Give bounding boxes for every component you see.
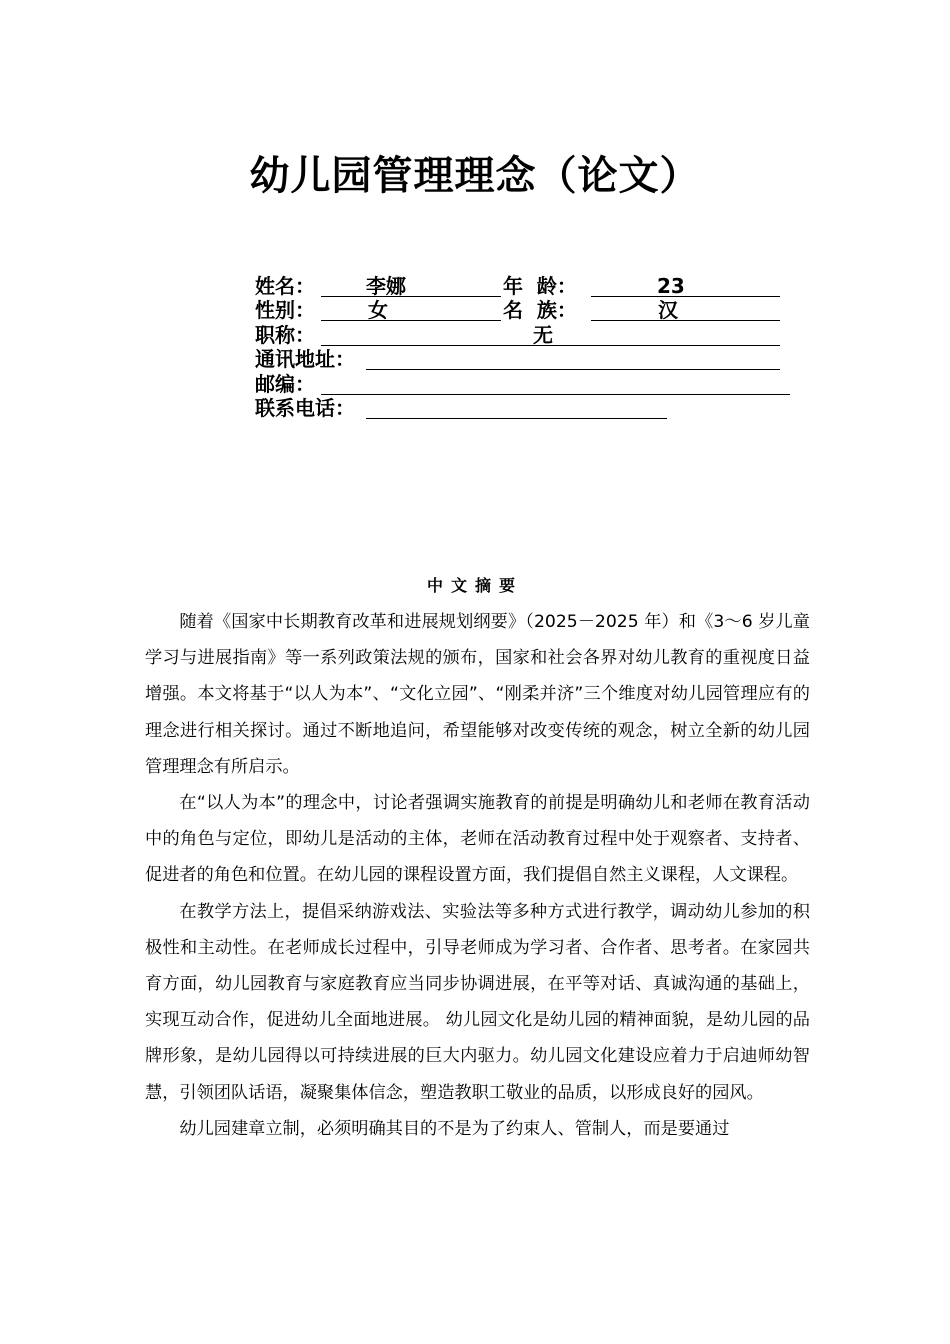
abstract-paragraph: 随着《国家中长期教育改革和进展规划纲要》（2025－2025 年）和《3～6 岁儿童学习与进展指南》等一系列政策法规的颁布，国家和社会各界对幼儿教育的重视度日益增强。本文将基于“以人为本”、“文化立园”、“刚柔并济”三个维度对幼儿园管理应有的理念进行相关探讨。通过不断地追问，希望能够对改变传统的观念，树立全新的幼儿园管理理念有所启示。 bbox=[145, 612, 810, 777]
info-row-phone bbox=[255, 396, 815, 420]
ethnicity-label: 名 族： bbox=[503, 298, 577, 323]
gender-field bbox=[321, 298, 501, 321]
address-field bbox=[366, 347, 780, 370]
phone-label: 联系电话： bbox=[255, 395, 355, 420]
document-title: 幼儿园管理理念（论文） bbox=[249, 153, 701, 199]
info-row-title bbox=[255, 323, 815, 347]
job-title-label: 职称： bbox=[255, 322, 315, 347]
info-row-postcode bbox=[255, 372, 815, 396]
name-value: 李娜 bbox=[366, 274, 406, 298]
info-row-name-age bbox=[255, 274, 815, 298]
job-title-value: 无 bbox=[533, 322, 553, 347]
postcode-label: 邮编： bbox=[255, 371, 315, 396]
abstract-paragraph: 在“以人为本”的理念中，讨论者强调实施教育的前提是明确幼儿和老师在教育活动中的角色与定位，即幼儿是活动的主体，老师在活动教育过程中处于观察者、支持者、促进者的角色和位置。在幼儿园的课程设置方面，我们提倡自然主义课程，人文课程。 bbox=[145, 793, 810, 886]
gender-label: 性别： bbox=[255, 298, 315, 323]
info-row-gender-ethnicity bbox=[255, 298, 815, 322]
phone-field bbox=[366, 396, 667, 419]
abstract-heading: 中文摘要 bbox=[426, 576, 523, 595]
age-label: 年 龄： bbox=[503, 274, 577, 298]
abstract-paragraph: 在教学方法上，提倡采纳游戏法、实验法等多种方式进行教学，调动幼儿参加的积极性和主动性。在老师成长过程中，引导老师成为学习者、合作者、思考者。在家园共育方面，幼儿园教育与家庭教育应当同步协调进展，在平等对话、真诚沟通的基础上，实现互动合作，促进幼儿全面地进展。 幼儿园文化是幼儿园的精神面貌，是幼儿园的品牌形象，是幼儿园得以可持续进展的巨大内驱力。幼儿园文化建设应着力于启迪师幼智慧，引领团队话语，凝聚集体信念，塑造教职工敬业的品质，以形成良好的园风。 bbox=[145, 901, 810, 1103]
name-field bbox=[321, 274, 501, 297]
ethnicity-field bbox=[591, 298, 780, 321]
abstract-paragraph: 幼儿园建章立制，必须明确其目的不是为了约束人、管制人，而是要通过 bbox=[179, 1118, 730, 1139]
name-label: 姓名： bbox=[255, 274, 315, 298]
ethnicity-value: 汉 bbox=[658, 298, 678, 323]
gender-value: 女 bbox=[368, 298, 388, 323]
age-value: 23 bbox=[657, 274, 685, 298]
address-label: 通讯地址： bbox=[255, 347, 355, 372]
abstract-body bbox=[145, 604, 810, 1147]
info-row-address bbox=[255, 347, 815, 371]
postcode-field bbox=[321, 372, 790, 395]
personal-info-form bbox=[255, 274, 815, 420]
age-field bbox=[591, 274, 780, 297]
